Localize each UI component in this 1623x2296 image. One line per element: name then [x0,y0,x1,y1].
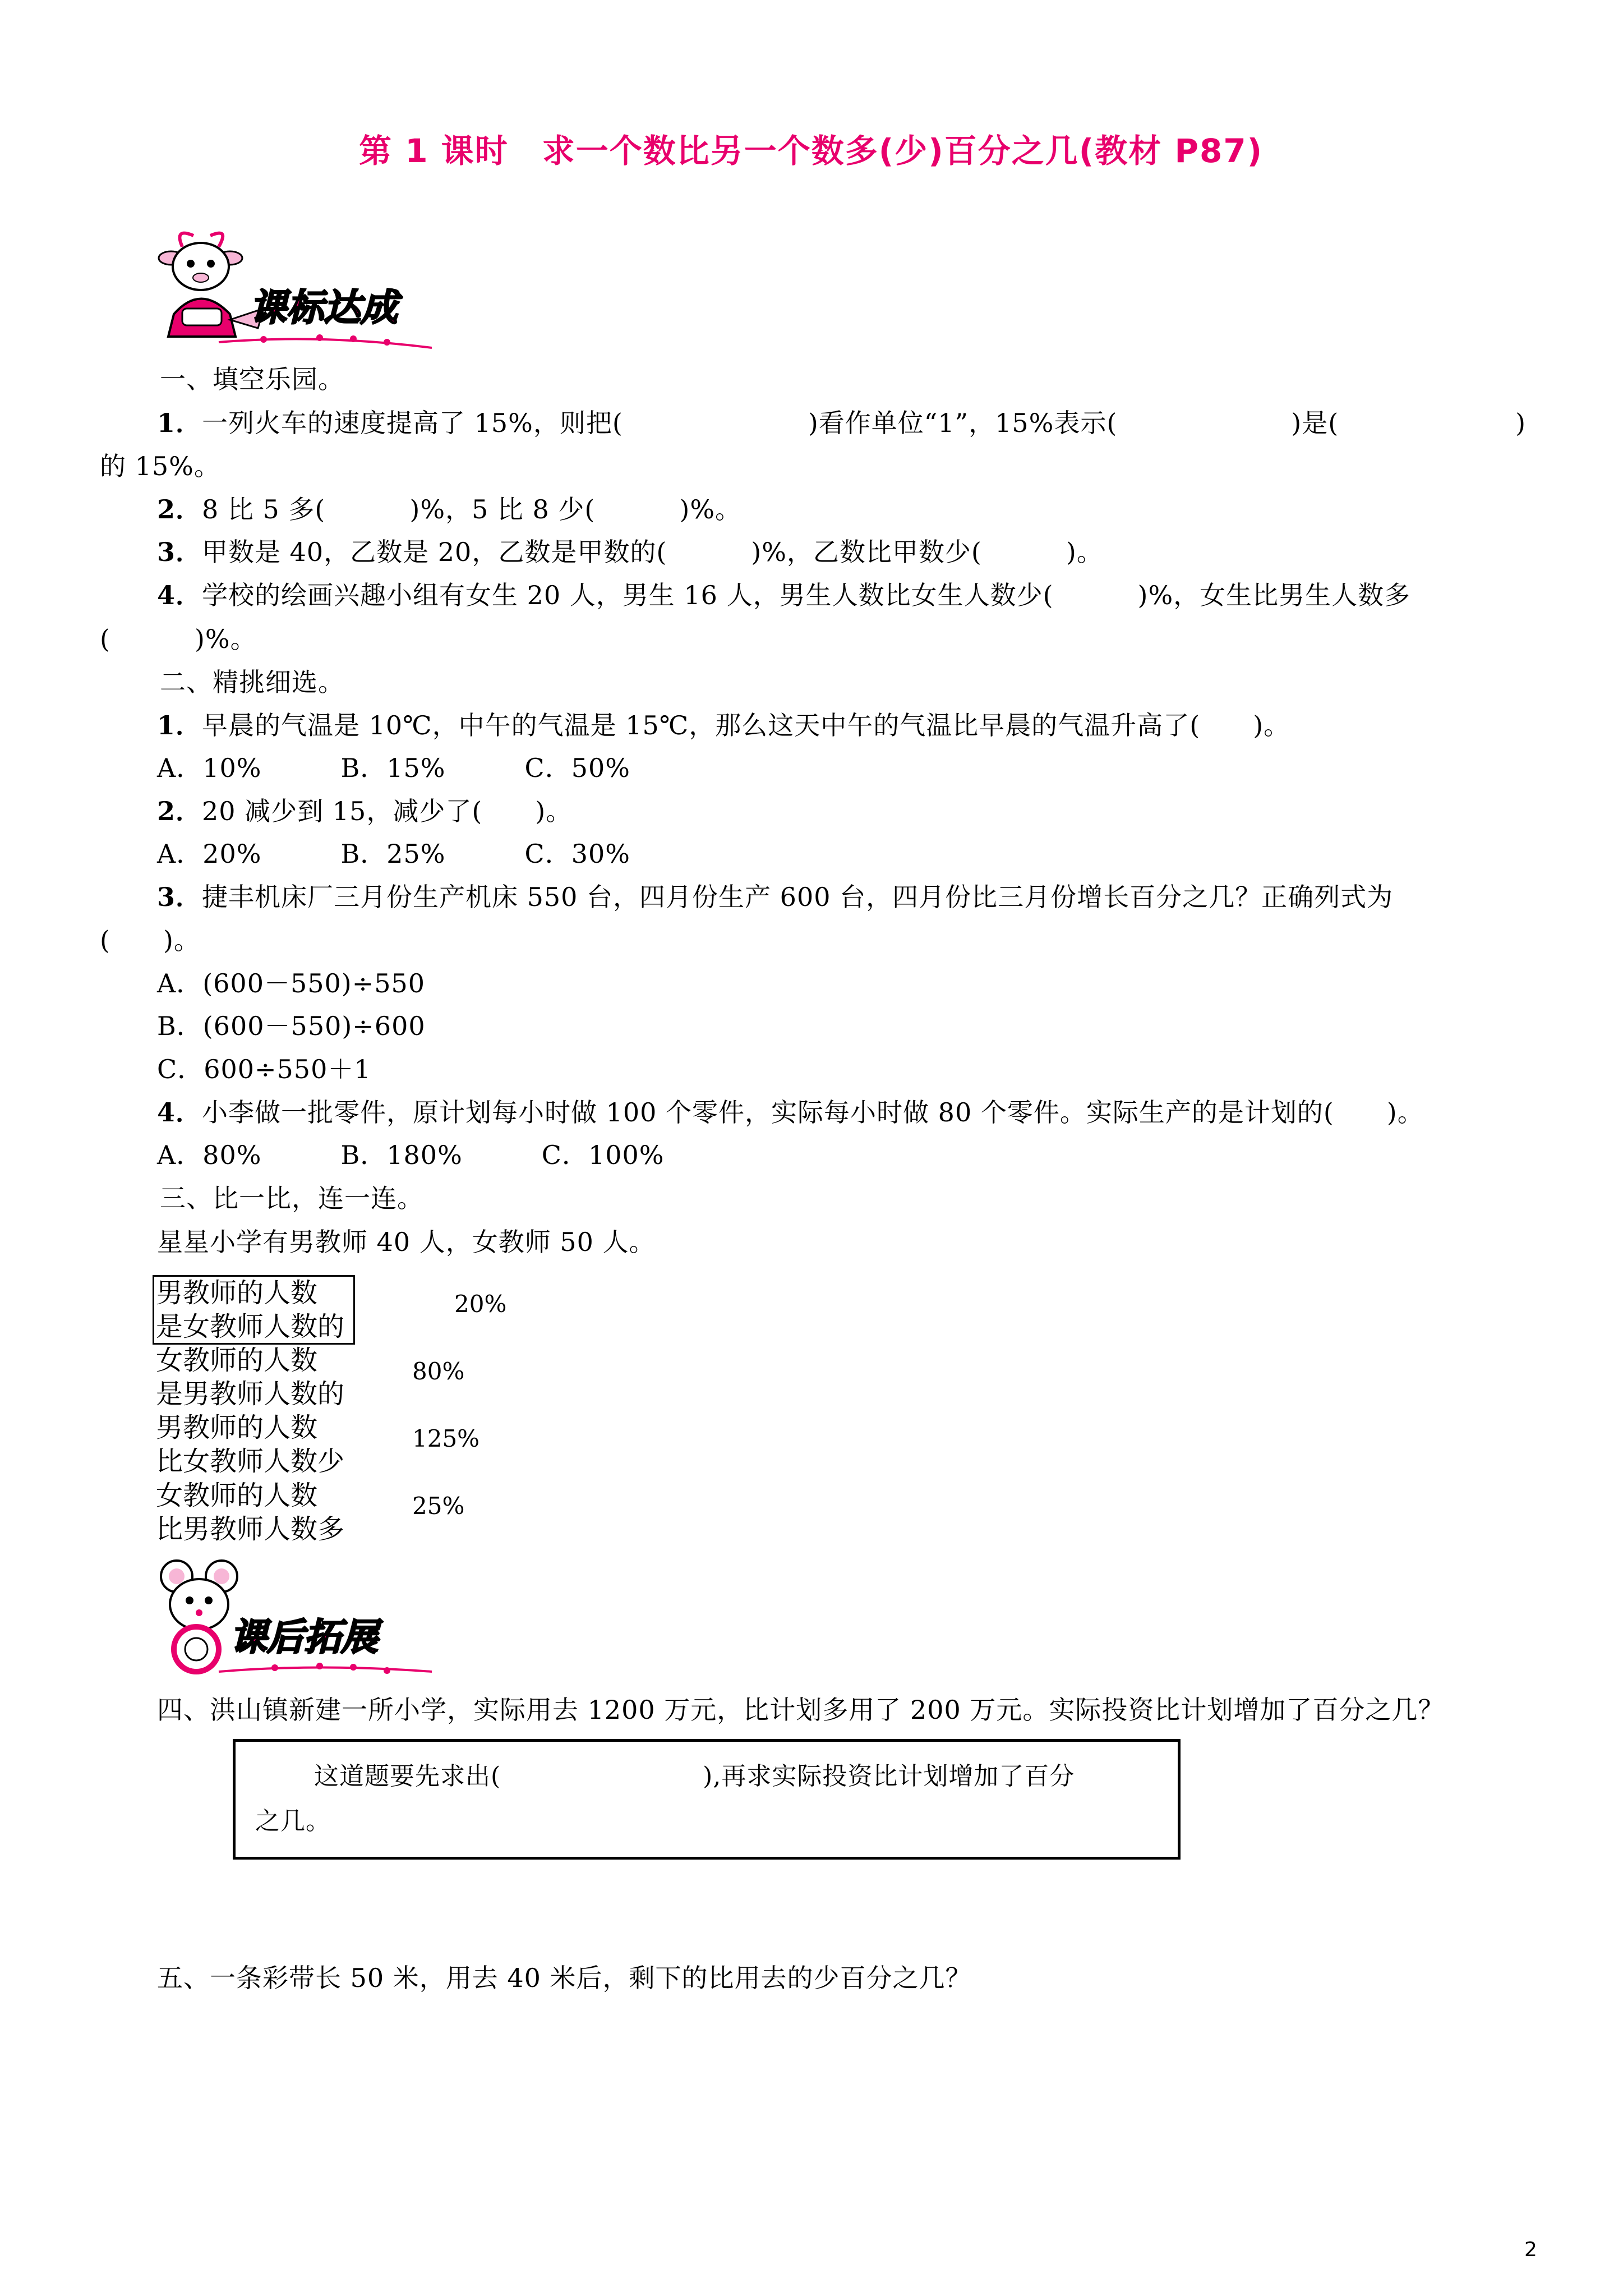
part2-question-3-option-b: B．(600－550)÷600 [157,1011,426,1041]
part1-question-4: 4．学校的绘画兴趣小组有女生 20 人，男生 16 人，男生人数比女生人数少( )%，女生比男生人数多 [157,580,1411,610]
part1-heading: 一、填空乐园。 [160,364,344,394]
part1-question-4-cont: ( )%。 [100,624,257,654]
part1-question-1: 1．一列火车的速度提高了 15%，则把( )看作单位“1”，15%表示( )是( ) [157,408,1527,438]
section-banner-after-class: 课后拓展 [230,1616,378,1659]
match-right-item[interactable]: 25% [412,1492,465,1520]
part2-question-2-options: A．20% B．25% C．30% [157,839,630,869]
part2-question-2: 2．20 减少到 15，减少了( )。 [157,796,573,826]
part1-question-2: 2．8 比 5 多( )%，5 比 8 少( )%。 [157,494,742,524]
part3-heading: 三、比一比，连一连。 [160,1183,423,1213]
section-banner-course-goals: 课标达成 [250,286,398,329]
question-number: 1． [157,408,202,438]
part2-question-3-cont: ( )。 [100,925,200,955]
match-right-item[interactable]: 125% [412,1425,480,1452]
match-left-item[interactable]: 女教师的人数 是男教师人数的 [156,1345,345,1410]
part2-question-3-option-c: C．600÷550＋1 [157,1054,371,1084]
part2-question-1: 1．早晨的气温是 10℃，中午的气温是 15℃，那么这天中午的气温比早晨的气温升高了( )。 [157,710,1290,740]
match-left-item[interactable]: 女教师的人数 比男教师人数多 [156,1480,345,1545]
part5-question: 五、一条彩带长 50 米，用去 40 米后，剩下的比用去的少百分之几？ [157,1963,972,1993]
page-title: 第 1 课时 求一个数比另一个数多(少)百分之几(教材 P87) [359,132,1264,170]
part2-heading: 二、精挑细选。 [160,667,344,697]
match-left-item[interactable]: 男教师的人数 比女教师人数少 [156,1412,345,1477]
match-right-item[interactable]: 80% [412,1358,465,1385]
part2-question-4: 4．小李做一批零件，原计划每小时做 100 个零件，实际每小时做 80 个零件。实际生产的是计划的( )。 [157,1097,1424,1128]
part2-question-4-options: A．80% B．180% C．100% [157,1140,665,1170]
part2-question-1-options: A．10% B．15% C．50% [157,753,630,783]
part1-question-1-cont: 的 15%。 [100,451,220,481]
part3-intro: 星星小学有男教师 40 人，女教师 50 人。 [157,1227,656,1257]
match-right-item[interactable]: 20% [454,1290,507,1318]
hint-line-1: 这道题要先求出( ),再求实际投资比计划增加了百分 [314,1762,1075,1791]
hint-line-2: 之几。 [255,1807,331,1835]
part2-question-3-option-a: A．(600－550)÷550 [157,968,426,999]
part4-question: 四、洪山镇新建一所小学，实际用去 1200 万元，比计划多用了 200 万元。实际投资比计划增加了百分之几？ [157,1695,1445,1725]
match-left-item[interactable]: 男教师的人数 是女教师人数的 [156,1277,345,1342]
page-number: 2 [1524,2238,1537,2261]
part1-question-3: 3．甲数是 40，乙数是 20，乙数是甲数的( )%，乙数比甲数少( )。 [157,537,1103,567]
part2-question-3: 3．捷丰机床厂三月份生产机床 550 台，四月份生产 600 台，四月份比三月份增长百分之几？正确列式为 [157,882,1394,912]
